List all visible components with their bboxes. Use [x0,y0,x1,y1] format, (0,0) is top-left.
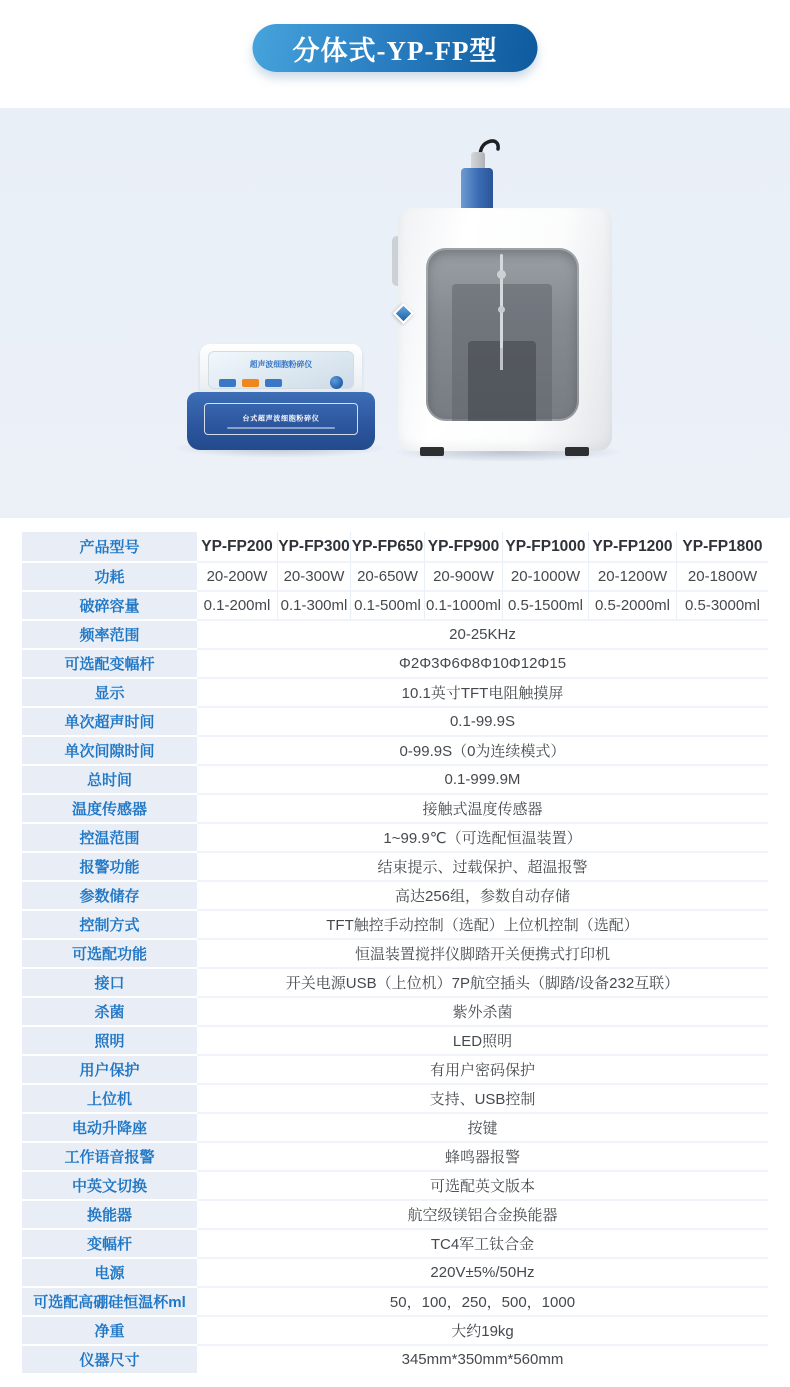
spec-value: 20-1200W [588,561,676,590]
spec-value: 蜂鸣器报警 [197,1141,768,1170]
spec-label: 杀菌 [22,996,197,1025]
spec-row [22,822,768,851]
screen-button-orange-icon [242,379,259,387]
spec-row [22,938,768,967]
spec-row [22,793,768,822]
chamber-foot [565,447,589,456]
spec-value: 220V±5%/50Hz [197,1257,768,1286]
spec-value: 20-650W [350,561,424,590]
spec-value: 紫外杀菌 [197,996,768,1025]
spec-value: 50，100，250，500，1000 [197,1286,768,1315]
spec-label: 参数储存 [22,880,197,909]
screen-button-blue-icon [219,379,236,387]
spec-value: 20-200W [197,561,277,590]
spec-row [22,619,768,648]
control-box-front-frame [204,403,358,435]
spec-label: 换能器 [22,1199,197,1228]
spec-value: 20-1000W [502,561,588,590]
spec-label: 破碎容量 [22,590,197,619]
spec-value: 按键 [197,1112,768,1141]
probe-joint [498,306,505,313]
spec-row [22,909,768,938]
spec-row [22,1112,768,1141]
spec-row [22,1344,768,1373]
spec-value: 0.5-2000ml [588,590,676,619]
soundproof-chamber [398,208,612,451]
spec-value: 有用户密码保护 [197,1054,768,1083]
spec-label: 电源 [22,1257,197,1286]
spec-row [22,967,768,996]
spec-label: 中英文切换 [22,1170,197,1199]
spec-label: 接口 [22,967,197,996]
spec-row [22,851,768,880]
chamber-window [426,248,579,421]
spec-label: 产品型号 [22,532,197,561]
spec-row [22,880,768,909]
spec-value: 0.5-1500ml [502,590,588,619]
spec-label: 变幅杆 [22,1228,197,1257]
control-box-screen [208,351,354,389]
spec-value: 0.1-999.9M [197,764,768,793]
model-name: YP-FP1000 [502,532,588,561]
spec-row [22,1257,768,1286]
spec-label: 可选配变幅杆 [22,648,197,677]
spec-row [22,1054,768,1083]
spec-value: 恒温装置搅拌仪脚踏开关便携式打印机 [197,938,768,967]
spec-value: 0.1-1000ml [424,590,502,619]
spec-value: 20-25KHz [197,619,768,648]
spec-label: 可选配功能 [22,938,197,967]
spec-row [22,1199,768,1228]
model-series-badge [253,24,538,72]
model-name: YP-FP650 [350,532,424,561]
spec-value: 可选配英文版本 [197,1170,768,1199]
spec-label: 仪器尺寸 [22,1344,197,1373]
spec-row [22,677,768,706]
spec-label: 总时间 [22,764,197,793]
spec-value: 0.5-3000ml [676,590,768,619]
spec-value: 20-300W [277,561,350,590]
spec-row [22,1228,768,1257]
probe-joint [497,270,506,279]
spec-row [22,706,768,735]
spec-row [22,764,768,793]
screen-title: 超声波细胞粉碎仪 [249,360,313,370]
spec-row [22,648,768,677]
spec-value: TC4军工钛合金 [197,1228,768,1257]
spec-value: 0.1-99.9S [197,706,768,735]
spec-row [22,1286,768,1315]
model-name: YP-FP1800 [676,532,768,561]
spec-table [22,532,768,1373]
spec-value: 345mm*350mm*560mm [197,1344,768,1373]
spec-row [22,1170,768,1199]
spec-label: 控制方式 [22,909,197,938]
control-box-body [187,392,375,450]
spec-value: 20-900W [424,561,502,590]
spec-value: 20-1800W [676,561,768,590]
front-panel-subtitle-bar [227,427,335,429]
screen-button-row [219,376,343,389]
spec-value: 接触式温度传感器 [197,793,768,822]
spec-value: 0.1-300ml [277,590,350,619]
spec-row [22,590,768,619]
spec-label: 温度传感器 [22,793,197,822]
spec-value: 0-99.9S（0为连续模式） [197,735,768,764]
spec-label: 频率范围 [22,619,197,648]
spec-label: 净重 [22,1315,197,1344]
control-box-top-panel [200,344,362,398]
spec-value: 结束提示、过载保护、超温报警 [197,851,768,880]
product-image-section [0,108,790,518]
spec-value: TFT触控手动控制（选配）上位机控制（选配） [197,909,768,938]
spec-label: 工作语音报警 [22,1141,197,1170]
spec-label: 单次间隙时间 [22,735,197,764]
spec-label: 电动升降座 [22,1112,197,1141]
chamber-foot [420,447,444,456]
spec-label: 单次超声时间 [22,706,197,735]
spec-value: 支持、USB控制 [197,1083,768,1112]
spec-row [22,735,768,764]
model-name: YP-FP900 [424,532,502,561]
spec-label: 报警功能 [22,851,197,880]
model-name: YP-FP300 [277,532,350,561]
spec-row [22,1315,768,1344]
spec-value: 1~99.9℃（可选配恒温装置） [197,822,768,851]
spec-row [22,1141,768,1170]
model-name: YP-FP200 [197,532,277,561]
spec-label: 控温范围 [22,822,197,851]
spec-label: 上位机 [22,1083,197,1112]
model-name: YP-FP1200 [588,532,676,561]
spec-label: 照明 [22,1025,197,1054]
spec-label: 可选配高硼硅恒温杯ml [22,1286,197,1315]
spec-row [22,561,768,590]
probe-tip [500,348,503,370]
spec-value: 大约19kg [197,1315,768,1344]
screen-button-blue2-icon [265,379,282,387]
spec-value: LED照明 [197,1025,768,1054]
spec-value: 开关电源USB（上位机）7P航空插头（脚踏/设备232互联） [197,967,768,996]
screen-power-button-icon [330,376,343,389]
model-series-label: 分体式-YP-FP型 [292,35,498,66]
spec-value: 0.1-500ml [350,590,424,619]
spec-label: 显示 [22,677,197,706]
spec-value: 航空级镁铝合金换能器 [197,1199,768,1228]
spec-row [22,996,768,1025]
front-panel-label: 台式超声波细胞粉碎仪 [242,414,320,423]
spec-value: 0.1-200ml [197,590,277,619]
spec-value: Φ2Φ3Φ6Φ8Φ10Φ12Φ15 [197,648,768,677]
spec-value: 10.1英寸TFT电阻触摸屏 [197,677,768,706]
spec-value: 高达256组，参数自动存储 [197,880,768,909]
spec-row [22,1025,768,1054]
ultrasonic-probe [500,254,503,350]
spec-label: 功耗 [22,561,197,590]
spec-label: 用户保护 [22,1054,197,1083]
spec-row [22,1083,768,1112]
spec-row [22,532,768,561]
